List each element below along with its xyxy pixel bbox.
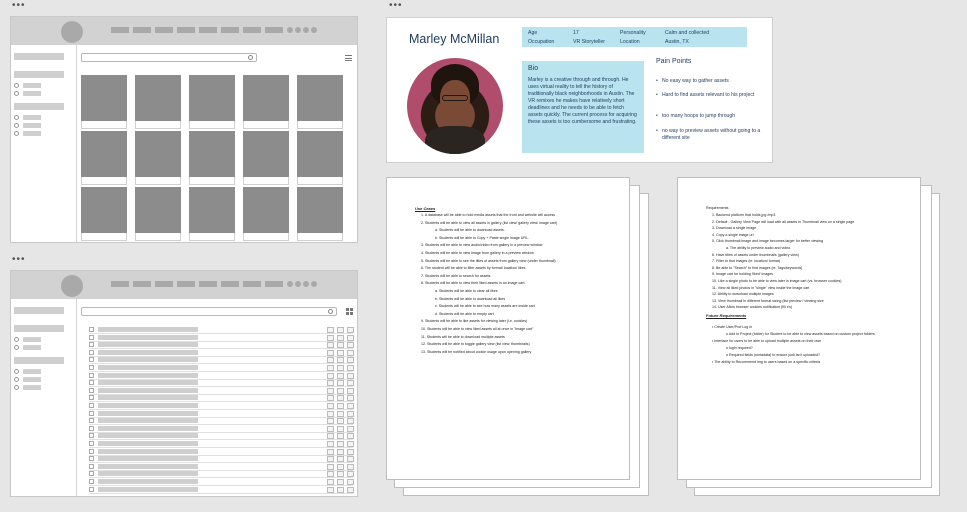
row-title-placeholder [98, 365, 198, 370]
row-action[interactable] [327, 449, 334, 455]
thumbnail-caption [81, 233, 127, 241]
row-action[interactable] [337, 388, 344, 394]
nav-item[interactable] [221, 281, 239, 287]
row-action[interactable] [337, 426, 344, 432]
nav-item[interactable] [199, 281, 217, 287]
row-action[interactable] [347, 456, 354, 462]
list-row[interactable] [89, 487, 353, 494]
row-action[interactable] [327, 357, 334, 363]
row-title-placeholder [98, 373, 198, 378]
thumbnail-caption [297, 121, 343, 129]
document-line: 3. Download a single image [712, 226, 757, 231]
occupation-value: VR Storyteller [573, 39, 605, 45]
filter-sidebar [11, 45, 77, 242]
row-action[interactable] [337, 464, 344, 470]
filter-option [23, 115, 41, 120]
document-line: 8. Be able to "Search" to find images (ie. Tags/keywords) [712, 265, 803, 270]
list-row[interactable] [89, 479, 353, 486]
requirements-document [677, 177, 921, 480]
nav-item[interactable] [243, 281, 261, 287]
document-line: 1. A database will be able to hold media assets that the front and website will access [421, 213, 556, 217]
document-line: 10. Like a single photo to be able to view later in image cart (vs. browser cookies) [712, 279, 842, 283]
row-action[interactable] [347, 411, 354, 417]
row-action[interactable] [327, 433, 334, 439]
document-line: a. The ability to preview audio and video. [726, 246, 792, 250]
list-row[interactable] [89, 449, 353, 456]
list-row[interactable] [89, 388, 353, 395]
document-line: 4. Copy a single image url [712, 232, 754, 237]
pain-point: • no way to preview assets without going to a different site [656, 128, 766, 142]
row-checkbox[interactable] [89, 426, 94, 431]
more-dots-icon[interactable]: ••• [12, 0, 26, 11]
wireframe-topbar [11, 17, 357, 45]
thumbnail-caption [189, 121, 235, 129]
thumbnail-caption [243, 177, 289, 185]
row-checkbox[interactable] [89, 350, 94, 355]
row-checkbox[interactable] [89, 403, 94, 408]
row-action[interactable] [327, 395, 334, 401]
row-title-placeholder [98, 357, 198, 362]
filter-option [23, 91, 41, 96]
row-title-placeholder [98, 433, 198, 438]
persona-card [386, 17, 773, 163]
nav-dot[interactable] [311, 27, 317, 33]
row-checkbox[interactable] [89, 380, 94, 385]
document-line: 6. Have titles of assets under thumbnails (gallery view) [712, 252, 799, 257]
row-title-placeholder [98, 403, 198, 408]
bio-heading: Bio [528, 65, 539, 72]
document-line: b. Students will be able to Copy + Paste single image URL. [435, 235, 529, 240]
filter-option [23, 131, 41, 136]
document-line: 11. Students will be able to download multiple assets [421, 334, 505, 339]
list-row[interactable] [89, 433, 353, 440]
document-line: • The ability to Recommend img to users based on a specific criteria [712, 360, 821, 364]
row-action[interactable] [327, 380, 334, 386]
row-checkbox[interactable] [89, 327, 94, 332]
row-action[interactable] [337, 456, 344, 462]
thumbnail-placeholder[interactable] [135, 75, 181, 121]
occupation-label: Occupation [528, 39, 555, 45]
row-title-placeholder [98, 418, 198, 423]
nav-item[interactable] [133, 27, 151, 33]
row-action[interactable] [337, 350, 344, 356]
bio-box [522, 61, 644, 153]
thumbnail-caption [135, 121, 181, 129]
document-line: 13. Students will be notified about cookie usage upon opening gallery [421, 349, 532, 354]
row-action[interactable] [327, 456, 334, 462]
row-title-placeholder [98, 479, 198, 484]
row-action[interactable] [347, 350, 354, 356]
row-action[interactable] [347, 464, 354, 470]
thumbnail-placeholder[interactable] [135, 131, 181, 177]
row-action[interactable] [347, 357, 354, 363]
list-wireframe [10, 270, 358, 497]
row-action[interactable] [327, 411, 334, 417]
row-action[interactable] [327, 327, 334, 333]
row-checkbox[interactable] [89, 487, 94, 492]
thumbnail-placeholder[interactable] [297, 75, 343, 121]
row-action[interactable] [347, 327, 354, 333]
row-action[interactable] [327, 388, 334, 394]
document-line: d. Students will be able to empty cart [435, 311, 494, 316]
document-line: 6. The student will be able to filter assets by format/ location/ likes [421, 266, 526, 271]
more-dots-icon[interactable]: ••• [12, 254, 26, 265]
nav-dot[interactable] [287, 27, 293, 33]
document-line: 2. Default - Gallery View Page will load with all assets in Thumbnail view on a single page [712, 219, 855, 224]
pain-points-heading: Pain Points [656, 58, 692, 65]
row-title-placeholder [98, 388, 198, 393]
list-row[interactable] [89, 327, 353, 334]
document-line: • Interface for users to be able to upload multiple assets on their own [712, 339, 822, 343]
row-title-placeholder [98, 426, 198, 431]
filter-option [23, 377, 41, 382]
row-action[interactable] [347, 335, 354, 341]
row-checkbox[interactable] [89, 449, 94, 454]
list-row[interactable] [89, 418, 353, 425]
list-row[interactable] [89, 395, 353, 402]
document-line: 14. User Allow browser cookies notification (fill x's) [712, 305, 793, 310]
row-action[interactable] [347, 342, 354, 348]
nav-item[interactable] [133, 281, 151, 287]
radio-button[interactable] [14, 369, 19, 374]
document-line: 7. Students will be able to search for assets. [421, 273, 492, 278]
row-action[interactable] [347, 403, 354, 409]
row-action[interactable] [337, 441, 344, 447]
document-line: 12. Students will be able to toggle gallery view (list view, thumbnails) [421, 342, 530, 347]
document-line: o Add to Project (folder) for Student to be able to view assets based on custom project folders [726, 332, 875, 336]
thumbnail-placeholder[interactable] [81, 187, 127, 233]
document-line: 13. View thumbnail in different format sizing (list preview / viewing size [712, 298, 824, 303]
row-checkbox[interactable] [89, 388, 94, 393]
document-line: o login required? [726, 346, 753, 350]
thumbnail-placeholder[interactable] [189, 187, 235, 233]
list-row[interactable] [89, 357, 353, 364]
nav-item[interactable] [155, 281, 173, 287]
nav-item[interactable] [265, 27, 283, 33]
row-action[interactable] [337, 471, 344, 477]
nav-item[interactable] [177, 281, 195, 287]
row-action[interactable] [327, 479, 334, 485]
list-row[interactable] [89, 471, 353, 478]
row-checkbox[interactable] [89, 471, 94, 476]
pain-point: • No easy way to gather assets [656, 78, 766, 85]
grid-view-icon[interactable] [346, 308, 353, 315]
filter-option [23, 369, 41, 374]
row-action[interactable] [347, 441, 354, 447]
list-row[interactable] [89, 365, 353, 372]
row-action[interactable] [347, 395, 354, 401]
document-line: 11. View all liked photos in "single" view inside the image cart [712, 285, 810, 290]
list-row[interactable] [89, 426, 353, 433]
logo-placeholder [61, 275, 83, 297]
nav-dot[interactable] [303, 27, 309, 33]
filter-option [23, 337, 41, 342]
nav-item[interactable] [221, 27, 239, 33]
row-title-placeholder [98, 342, 198, 347]
row-action[interactable] [327, 471, 334, 477]
row-action[interactable] [337, 395, 344, 401]
personality-value: Calm and collected [665, 30, 710, 36]
list-row[interactable] [89, 373, 353, 380]
row-checkbox[interactable] [89, 411, 94, 416]
row-checkbox[interactable] [89, 441, 94, 446]
document-line: b. Students will be able to download all likes [435, 296, 506, 301]
sidebar-heading [14, 357, 64, 364]
row-title-placeholder [98, 471, 198, 476]
nav-dot[interactable] [295, 281, 301, 287]
row-action[interactable] [327, 441, 334, 447]
row-action[interactable] [327, 403, 334, 409]
row-checkbox[interactable] [89, 342, 94, 347]
row-title-placeholder [98, 327, 198, 332]
thumbnail-caption [81, 177, 127, 185]
thumbnail-placeholder[interactable] [297, 131, 343, 177]
row-checkbox[interactable] [89, 373, 94, 378]
thumbnail-caption [135, 177, 181, 185]
list-row[interactable] [89, 456, 353, 463]
radio-button[interactable] [14, 345, 19, 350]
row-title-placeholder [98, 487, 198, 492]
radio-button[interactable] [14, 115, 19, 120]
filter-option [23, 345, 41, 350]
gallery-wireframe [10, 16, 358, 243]
row-action[interactable] [337, 418, 344, 424]
pain-point: • Hard to find assets relevant to his project [656, 92, 766, 99]
document-line: 9. Students will be able to like assets for viewing later (i.e. cookies) [421, 319, 528, 324]
row-checkbox[interactable] [89, 418, 94, 423]
row-action[interactable] [347, 426, 354, 432]
sidebar-heading [14, 103, 64, 110]
requirements-heading: Requirements [706, 206, 729, 210]
document-line: 3. Students will be able to view audio/video from gallery in a preview window [421, 243, 543, 248]
document-line: o Required fields (metadata) to ensure junk isn't uploaded? [726, 353, 820, 357]
row-action[interactable] [327, 418, 334, 424]
row-action[interactable] [327, 426, 334, 432]
row-action[interactable] [337, 373, 344, 379]
search-input[interactable] [81, 53, 257, 62]
thumbnail-placeholder[interactable] [243, 75, 289, 121]
sidebar-heading [14, 307, 64, 314]
row-checkbox[interactable] [89, 433, 94, 438]
document-line: 8. Students will be able to view their liked assets in an image cart. [421, 281, 526, 286]
row-checkbox[interactable] [89, 357, 94, 362]
row-action[interactable] [347, 471, 354, 477]
wireframe-topbar [11, 271, 357, 299]
row-action[interactable] [337, 449, 344, 455]
row-checkbox[interactable] [89, 464, 94, 469]
row-checkbox[interactable] [89, 335, 94, 340]
document-line: 4. Students will be able to view image from gallery in a preview window [421, 251, 534, 255]
row-action[interactable] [337, 365, 344, 371]
persona-name: Marley McMillan [409, 32, 500, 46]
thumbnail-placeholder[interactable] [189, 131, 235, 177]
thumbnail-placeholder[interactable] [297, 187, 343, 233]
list-row[interactable] [89, 403, 353, 410]
document-line: a. Students will be able to download assets. [435, 228, 505, 233]
pain-point: • too many hoops to jump through [656, 113, 766, 120]
list-row[interactable] [89, 464, 353, 471]
radio-button[interactable] [14, 123, 19, 128]
row-action[interactable] [337, 335, 344, 341]
row-title-placeholder [98, 380, 198, 385]
nav-dot[interactable] [303, 281, 309, 287]
thumbnail-placeholder[interactable] [243, 131, 289, 177]
nav-item[interactable] [243, 27, 261, 33]
thumbnail-placeholder[interactable] [135, 187, 181, 233]
sidebar-heading [14, 71, 64, 78]
document-line: 9. Image cart for holding 'liked' images [712, 272, 774, 277]
row-action[interactable] [347, 373, 354, 379]
thumbnail-placeholder[interactable] [189, 75, 235, 121]
nav-item[interactable] [111, 27, 129, 33]
nav-dot[interactable] [295, 27, 301, 33]
location-label: Location [620, 39, 640, 45]
document-line: 1. Backend platform that holds jpg /mp3 [712, 213, 776, 217]
row-title-placeholder [98, 335, 198, 340]
radio-button[interactable] [14, 83, 19, 88]
row-checkbox[interactable] [89, 395, 94, 400]
nav-item[interactable] [199, 27, 217, 33]
list-row[interactable] [89, 350, 353, 357]
document-line: 10. Students will be able to view liked assets all at once in "image cart" [421, 327, 534, 331]
thumbnail-placeholder[interactable] [81, 131, 127, 177]
filter-option [23, 83, 41, 88]
row-action[interactable] [337, 327, 344, 333]
row-action[interactable] [347, 380, 354, 386]
search-input[interactable] [81, 307, 337, 316]
row-action[interactable] [327, 365, 334, 371]
sidebar-heading [14, 53, 64, 60]
filter-option [23, 123, 41, 128]
row-action[interactable] [337, 357, 344, 363]
document-line: • Create User/Prof Log in [712, 325, 753, 329]
thumbnail-caption [81, 121, 127, 129]
sidebar-heading [14, 325, 64, 332]
row-action[interactable] [347, 365, 354, 371]
list-row[interactable] [89, 335, 353, 342]
thumbnail-caption [297, 177, 343, 185]
row-checkbox[interactable] [89, 479, 94, 484]
nav-item[interactable] [265, 281, 283, 287]
row-action[interactable] [327, 335, 334, 341]
row-title-placeholder [98, 464, 198, 469]
row-action[interactable] [347, 487, 354, 493]
row-action[interactable] [327, 464, 334, 470]
row-action[interactable] [347, 388, 354, 394]
thumbnail-caption [189, 177, 235, 185]
row-title-placeholder [98, 350, 198, 355]
row-action[interactable] [337, 403, 344, 409]
radio-button[interactable] [14, 91, 19, 96]
row-action[interactable] [337, 411, 344, 417]
thumbnail-caption [189, 233, 235, 241]
search-icon [328, 309, 333, 314]
nav-item[interactable] [177, 27, 195, 33]
thumbnail-caption [243, 121, 289, 129]
nav-item[interactable] [155, 27, 173, 33]
row-action[interactable] [337, 380, 344, 386]
persona-photo [407, 58, 503, 154]
row-action[interactable] [327, 350, 334, 356]
thumbnail-placeholder[interactable] [243, 187, 289, 233]
document-line: 7. Filter to find images (ie. location/ format) [712, 259, 781, 264]
row-title-placeholder [98, 411, 198, 416]
logo-placeholder [61, 21, 83, 43]
photo-glasses [442, 95, 468, 101]
location-value: Austin, TX [665, 39, 689, 45]
thumbnail-caption [297, 233, 343, 241]
future-requirements-heading: Future Requirements [706, 313, 747, 318]
row-action[interactable] [337, 479, 344, 485]
list-row[interactable] [89, 342, 353, 349]
row-title-placeholder [98, 395, 198, 400]
list-row[interactable] [89, 411, 353, 418]
more-dots-icon[interactable]: ••• [389, 0, 403, 11]
age-label: Age [528, 30, 538, 36]
radio-button[interactable] [14, 337, 19, 342]
row-action[interactable] [347, 418, 354, 424]
row-action[interactable] [347, 479, 354, 485]
bio-text: Marley is a creative through and through. He uses virtual reality to tell the history of traditionally black neighborhoods in Austin. The VR remixes he makes have relatively short deadlines and he needs to be able to fetch assets quickly. The current process for acquiring these assets is too cumbersome and frustrating. [528, 77, 637, 125]
document-line: 2. Students will be able to view all assets in gallery (list view/ gallery view/ image cart) [421, 220, 558, 225]
row-action[interactable] [347, 433, 354, 439]
row-action[interactable] [327, 487, 334, 493]
photo-shirt [425, 126, 485, 154]
document-line: a. Students will be able to clear all likes [435, 289, 498, 293]
radio-button[interactable] [14, 385, 19, 390]
row-title-placeholder [98, 441, 198, 446]
row-checkbox[interactable] [89, 456, 94, 461]
list-row[interactable] [89, 441, 353, 448]
row-action[interactable] [327, 342, 334, 348]
use-cases-heading: Use Cases [415, 206, 436, 211]
filter-option [23, 385, 41, 390]
radio-button[interactable] [14, 131, 19, 136]
use-cases-document [386, 177, 630, 480]
row-title-placeholder [98, 449, 198, 454]
row-action[interactable] [347, 449, 354, 455]
row-action[interactable] [337, 487, 344, 493]
filter-sidebar [11, 299, 77, 496]
row-title-placeholder [98, 456, 198, 461]
nav-item[interactable] [111, 281, 129, 287]
document-line: 5. Click thumbnail image and image becomes larger for better viewing [712, 239, 824, 244]
row-action[interactable] [327, 373, 334, 379]
persona-info-box [522, 27, 747, 47]
thumbnail-caption [243, 233, 289, 241]
nav-dot[interactable] [311, 281, 317, 287]
list-row[interactable] [89, 380, 353, 387]
nav-dot[interactable] [287, 281, 293, 287]
document-line: 5. Students will be able to see the titles of assets from gallery view (under thumbnail) [421, 258, 556, 263]
row-action[interactable] [337, 433, 344, 439]
menu-icon[interactable] [345, 55, 352, 61]
row-checkbox[interactable] [89, 365, 94, 370]
document-line: 12. Ability to download multiple images [712, 292, 774, 297]
row-action[interactable] [337, 342, 344, 348]
radio-button[interactable] [14, 377, 19, 382]
personality-label: Personality [620, 30, 646, 36]
search-icon [248, 55, 253, 60]
thumbnail-caption [135, 233, 181, 241]
thumbnail-placeholder[interactable] [81, 75, 127, 121]
document-line: c. Students will be able to see how many assets are inside cart [435, 304, 535, 309]
age-value: 17 [573, 30, 579, 36]
